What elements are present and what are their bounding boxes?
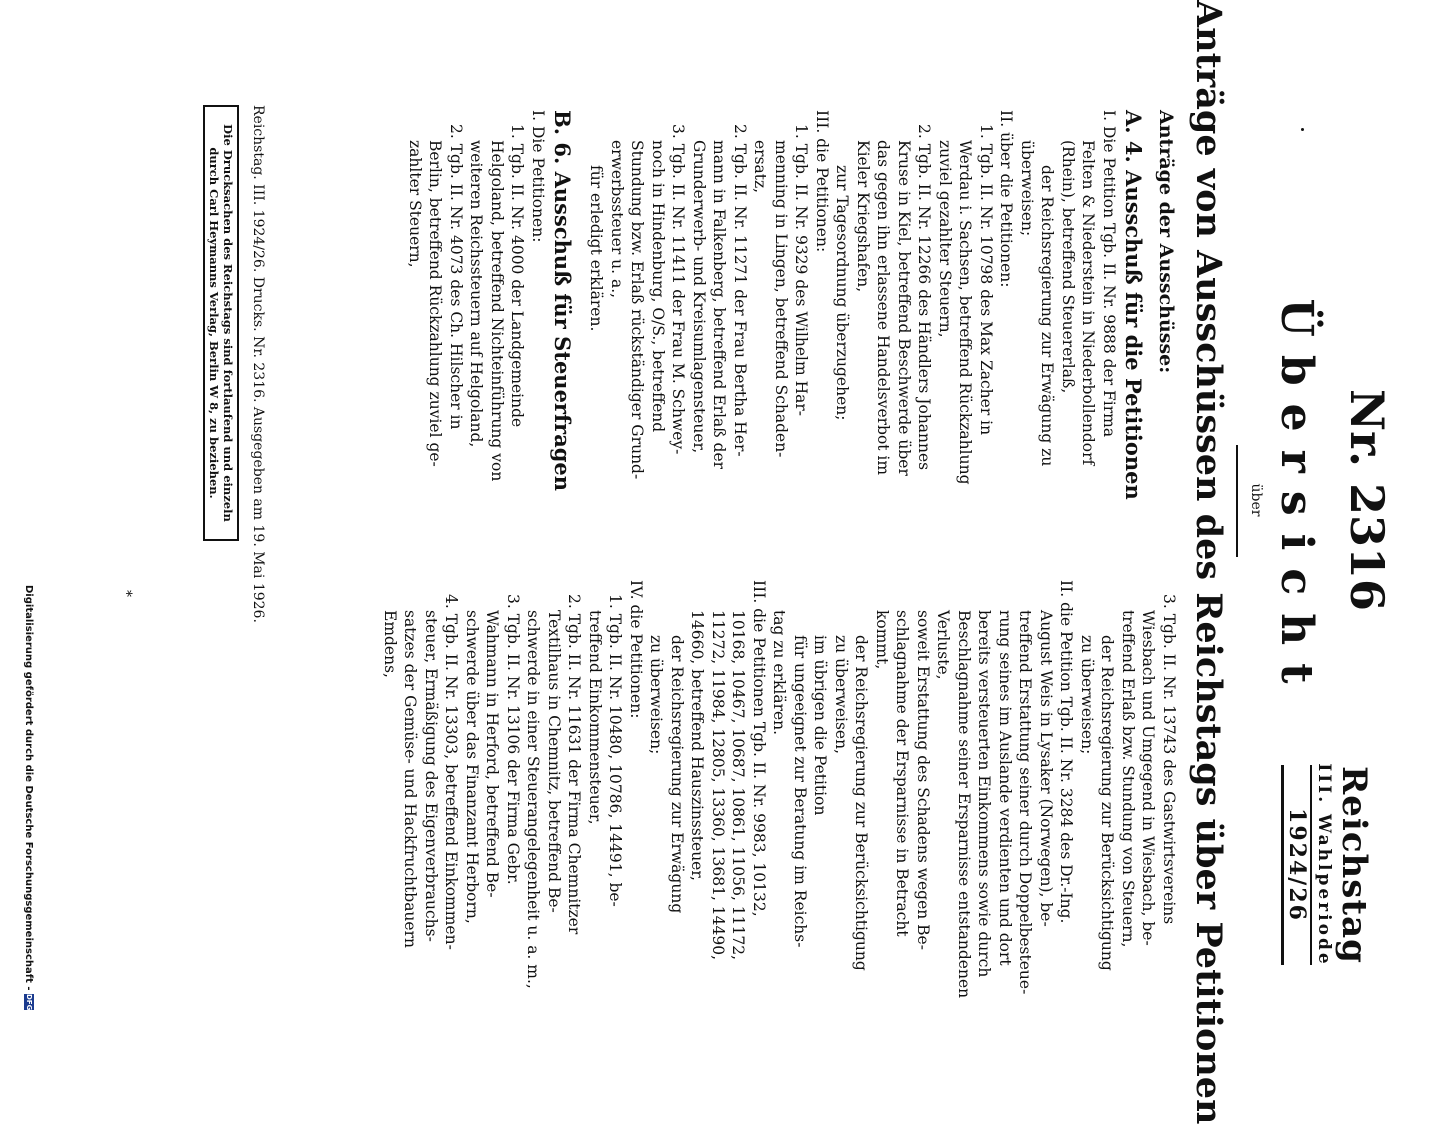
text-line: 3. Tgb. II. Nr. 13106 der Firma Gebr. [504,594,522,885]
text-line: bereits versteuerten Einkommens sowie durch [975,610,994,978]
text-line: August Weis in Lysaker (Norwegen), be- [1037,610,1055,927]
text-line: der Reichsregierung zur Erwägung zu [1038,165,1057,467]
left-column [405,110,1180,535]
a4-heading: A. 4. Ausschuß für die Petitionen [1121,110,1146,500]
left-lines [586,110,1119,535]
dfg-logo-icon: DFG [25,994,33,1011]
text-line: überweisen; [1018,140,1036,237]
text-line: 3. Tgb. II. Nr. 13743 des Gastwirtsvereins [1160,594,1178,925]
text-line: zu überweisen; [647,635,666,755]
text-line: 2. Tgb. II. Nr. 11271 der Frau Bertha Her- [731,124,749,457]
text-line: rung seines im Auslande verdienten und dort [996,610,1014,966]
period-years: 1924/26 [1281,765,1312,965]
reichstag-label: Reichstag [1334,766,1374,964]
text-line: treffend Erlaß bzw. Stundung von Steuern, [1119,610,1137,948]
text-line: Verluste, [934,610,953,680]
text-line: tag zu erklären. [770,610,789,736]
distribution-note-line-1: Die Drucksachen des Reichstags sind fortlaufend und einzeln [221,124,235,522]
text-line: für ungeeignet zur Beratung im Reichs- [791,635,809,948]
text-line: Beschlagnahme seiner Ersparnisse entstandenen [955,610,973,999]
star-mark: * [118,590,134,597]
text-line: schlagnahme der Ersparnisse in Betracht [893,610,912,937]
text-line: 1. Tgb. II. Nr. 10480, 10786, 14491, be- [606,594,625,907]
text-line: Kieler Kriegshafen, [854,140,872,293]
text-line: satzes der Gemüse- und Hackfruchtbauern [401,610,420,948]
text-line: 4. Tgb. II. Nr. 13303, betreffend Einkommen- [442,594,461,950]
text-line: 1. Tgb. II. Nr. 4000 der Landgemeinde [508,124,527,428]
text-line: weiteren Reichssteuern auf Helgoland, [467,140,486,448]
text-line: III. die Petitionen Tgb. II. Nr. 9983, 10132, [750,580,768,917]
right-column [380,580,1180,999]
text-line: 2. Tgb. II. Nr. 11631 der Firma Chemnitzer [565,594,584,935]
text-line: schwerde in einer Steuerangelegenheit u. a. m., [524,610,543,989]
distribution-note-line-2: durch Carl Heymanns Verlag, Berlin W 8, zu beziehen. [207,147,221,499]
text-line: für erledigt erklären. [587,165,606,332]
dfg-note [23,585,34,1011]
text-line: I. Die Petitionen: [529,110,547,243]
text-line: (Rhein), betreffend Steuererlaß, [1059,140,1077,394]
text-line: Emdens, [381,610,399,678]
text-line: soweit Erstattung des Schadens wegen Be- [914,610,932,950]
text-line: IV. die Petitionen: [627,580,645,719]
text-line: erwerbssteuer u. a., [608,140,626,299]
text-line: II. über die Petitionen: [997,110,1016,288]
text-line: menning in Lingen, betreffend Schaden- [772,140,790,458]
text-line: Helgoland, betreffend Nichteinführung von [488,140,506,482]
text-line: der Reichsregierung zur Erwägung [668,635,686,914]
text-line: Wahmann in Herford, betreffend Be- [483,610,502,898]
text-line: zu überweisen; [1078,635,1096,755]
document-number: Nr. 2316 [1340,388,1394,612]
text-line: 14660, betreffend Hauszinssteuer, [688,610,707,881]
text-line: noch in Hindenburg, O/S., betreffend [649,140,667,433]
text-line: zuviel gezahlter Steuern, [936,140,954,338]
right-lines [380,580,1180,999]
text-line: zu überweisen, [832,635,850,754]
title-divider [1236,445,1238,557]
text-line: treffend Erstattung seiner durch Doppelbesteue- [1016,610,1035,995]
text-line: Stundung bzw. Erlaß rückständiger Grund- [628,140,647,480]
text-line: treffend Einkommensteuer, [586,610,604,825]
text-line: 3. Tgb. II. Nr. 11411 der Frau M. Schwey- [669,124,688,455]
text-line: schwerde über das Finanzamt Herborn, [463,610,481,924]
text-line: Werdau i. Sachsen, betreffend Rückzahlung [956,140,975,485]
text-line: Wiesbach und Umgegend in Wiesbach, be- [1139,610,1158,946]
b6-lines [405,110,549,535]
distribution-note [203,105,239,541]
wahlperiode-label: III. Wahlperiode [1314,763,1334,967]
text-line: zur Tagesordnung überzugehen; [833,165,852,421]
page-title: Übersicht [1271,298,1322,702]
footer-line: Reichstag. III. 1924/26. Drucks. Nr. 2316. Ausgegeben am 19. Mai 1926. [250,105,266,623]
text-line: der Reichsregierung zur Berücksichtigung [1098,635,1117,971]
text-line: 1. Tgb. II. Nr. 10798 des Max Zacher in [977,124,995,436]
text-line: 10168, 10467, 10687, 10861, 11056, 11172, [729,610,748,961]
text-line: Felten & Niederstein in Niederbollendorf [1079,140,1098,466]
section-heading: Anträge der Ausschüsse: [1155,110,1177,374]
text-line: Grunderwerb- und Kreisumlagensteuer, [690,140,708,454]
b6-heading: B. 6. Ausschuß für Steuerfragen [550,110,575,492]
text-line: der Reichsregierung zur Berücksichtigung [852,635,871,971]
text-line: mann in Falkenberg, betreffend Erlaß der [710,140,729,470]
text-line: steuer, Ermäßigung des Eigenverbrauchs- [422,610,440,942]
text-line: 2. Tgb. II. Nr. 12266 des Händlers Johannes [915,124,934,471]
ueber-label: über [1248,483,1264,517]
text-line: Berlin, betreffend Rückzahlung zuviel ge- [426,140,445,467]
text-line: 1. Tgb. II. Nr. 9329 des Wilhelm Har- [792,124,811,417]
text-line: Textilhaus in Chemnitz, betreffend Be- [545,610,563,913]
text-line: Kruse in Kiel, betreffend Beschwerde über [895,140,913,476]
text-line: II. die Petition Tgb. II. Nr. 3284 des Dr.-Ing. [1057,580,1076,924]
text-line: ersatz, [751,140,770,194]
text-line: I. Die Petition Tgb. II. Nr. 9888 der Firma [1100,110,1118,438]
page-subtitle: Anträge von Ausschüssen des Reichstags über Petitionen [1188,0,1229,1125]
text-line: III. die Petitionen: [813,110,831,253]
text-line: 2. Tgb. II. Nr. 4073 des Ch. Hilscher in [447,124,465,430]
dfg-note-text: Digitalisierung gefördert durch die Deutsche Forschungsgemeinschaft - [23,585,34,991]
text-line: im übrigen die Petition [811,635,830,816]
text-line: kommt, [873,610,891,670]
text-line: zahlter Steuern, [406,140,424,268]
text-line: das gegen ihn erlassene Handelsverbot im [874,140,893,476]
text-line: 11272, 11984, 12805, 13360, 13681, 14490, [709,610,727,961]
